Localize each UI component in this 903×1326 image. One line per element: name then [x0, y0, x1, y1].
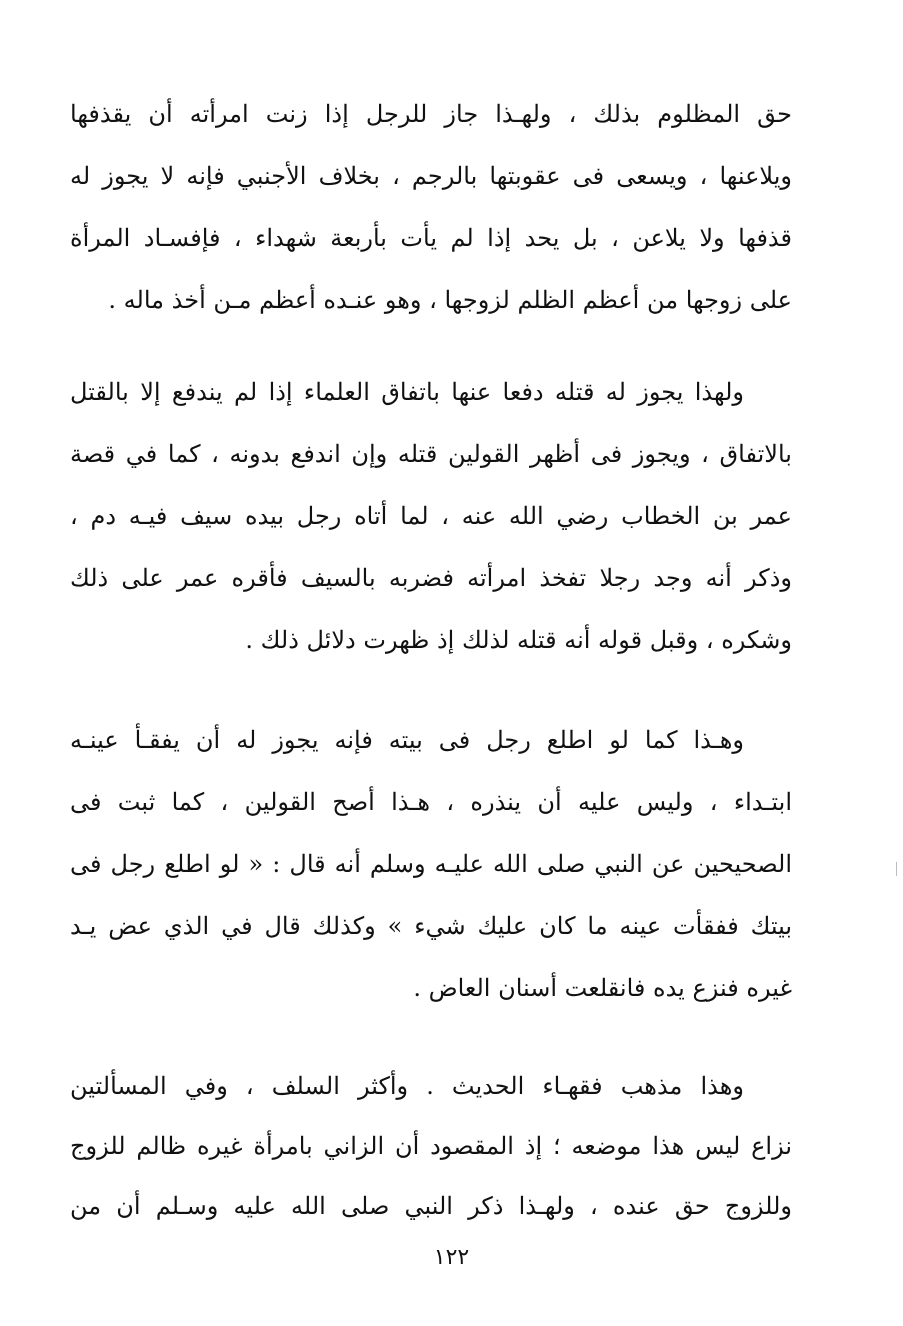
text-line: حق المظلوم بذلك ، ولهـذا جاز للرجل إذا زنت امرأته أن يقذفها [70, 100, 792, 128]
text-line: وللزوج حق عنده ، ولهـذا ذكر النبي صلى الله عليه وسـلم أن من [70, 1192, 792, 1220]
margin-mark [896, 862, 897, 876]
text-line: وذكر أنه وجد رجلا تفخذ امرأته فضربه بالسيف فأقره عمر على ذلك [70, 564, 792, 592]
paragraph-3 [70, 718, 792, 1018]
text-line: وهذا مذهب فقهـاء الحديث . وأكثر السلف ، وفي المسألتين [70, 1072, 744, 1100]
text-line: بالاتفاق ، ويجوز فى أظهر القولين قتله وإن اندفع بدونه ، كما في قصة [70, 440, 792, 468]
text-line: ويلاعنها ، ويسعى فى عقوبتها بالرجم ، بخلاف الأجنبي فإنه لا يجوز له [70, 162, 792, 190]
text-line: الصحيحين عن النبي صلى الله عليـه وسلم أنه قال : « لو اطلع رجل فى [70, 850, 792, 878]
text-line: ابتـداء ، وليس عليه أن ينذره ، هـذا أصح القولين ، كما ثبت فى [70, 788, 792, 816]
text-line: ولهذا يجوز له قتله دفعا عنها باتفاق العلماء إذا لم يندفع إلا بالقتل [70, 378, 744, 406]
text-line: بيتك ففقأت عينه ما كان عليك شيء » وكذلك قال في الذي عض يـد [70, 912, 792, 940]
text-line: قذفها ولا يلاعن ، بل يحد إذا لم يأت بأربعة شهداء ، فإفسـاد المرأة [70, 224, 792, 252]
text-line: وهـذا كما لو اطلع رجل فى بيته فإنه يجوز له أن يفقـأ عينـه [70, 726, 744, 754]
text-line: على زوجها من أعظم الظلم لزوجها ، وهو عنـده أعظم مـن أخذ ماله . [108, 286, 792, 314]
paragraph-2 [70, 370, 792, 670]
text-line: نزاع ليس هذا موضعه ؛ إذ المقصود أن الزاني بامرأة غيره ظالم للزوج [70, 1132, 792, 1160]
paragraph-1 [70, 92, 792, 322]
text-line: عمر بن الخطاب رضي الله عنه ، لما أتاه رجل بيده سيف فيـه دم ، [70, 502, 792, 530]
text-line: وشكره ، وقبل قوله أنه قتله لذلك إذ ظهرت دلائل ذلك . [245, 626, 792, 654]
text-line: غيره فنزع يده فانقلعت أسنان العاض . [413, 974, 792, 1002]
paragraph-4 [70, 1064, 792, 1234]
page-number: ١٢٢ [433, 1245, 470, 1270]
